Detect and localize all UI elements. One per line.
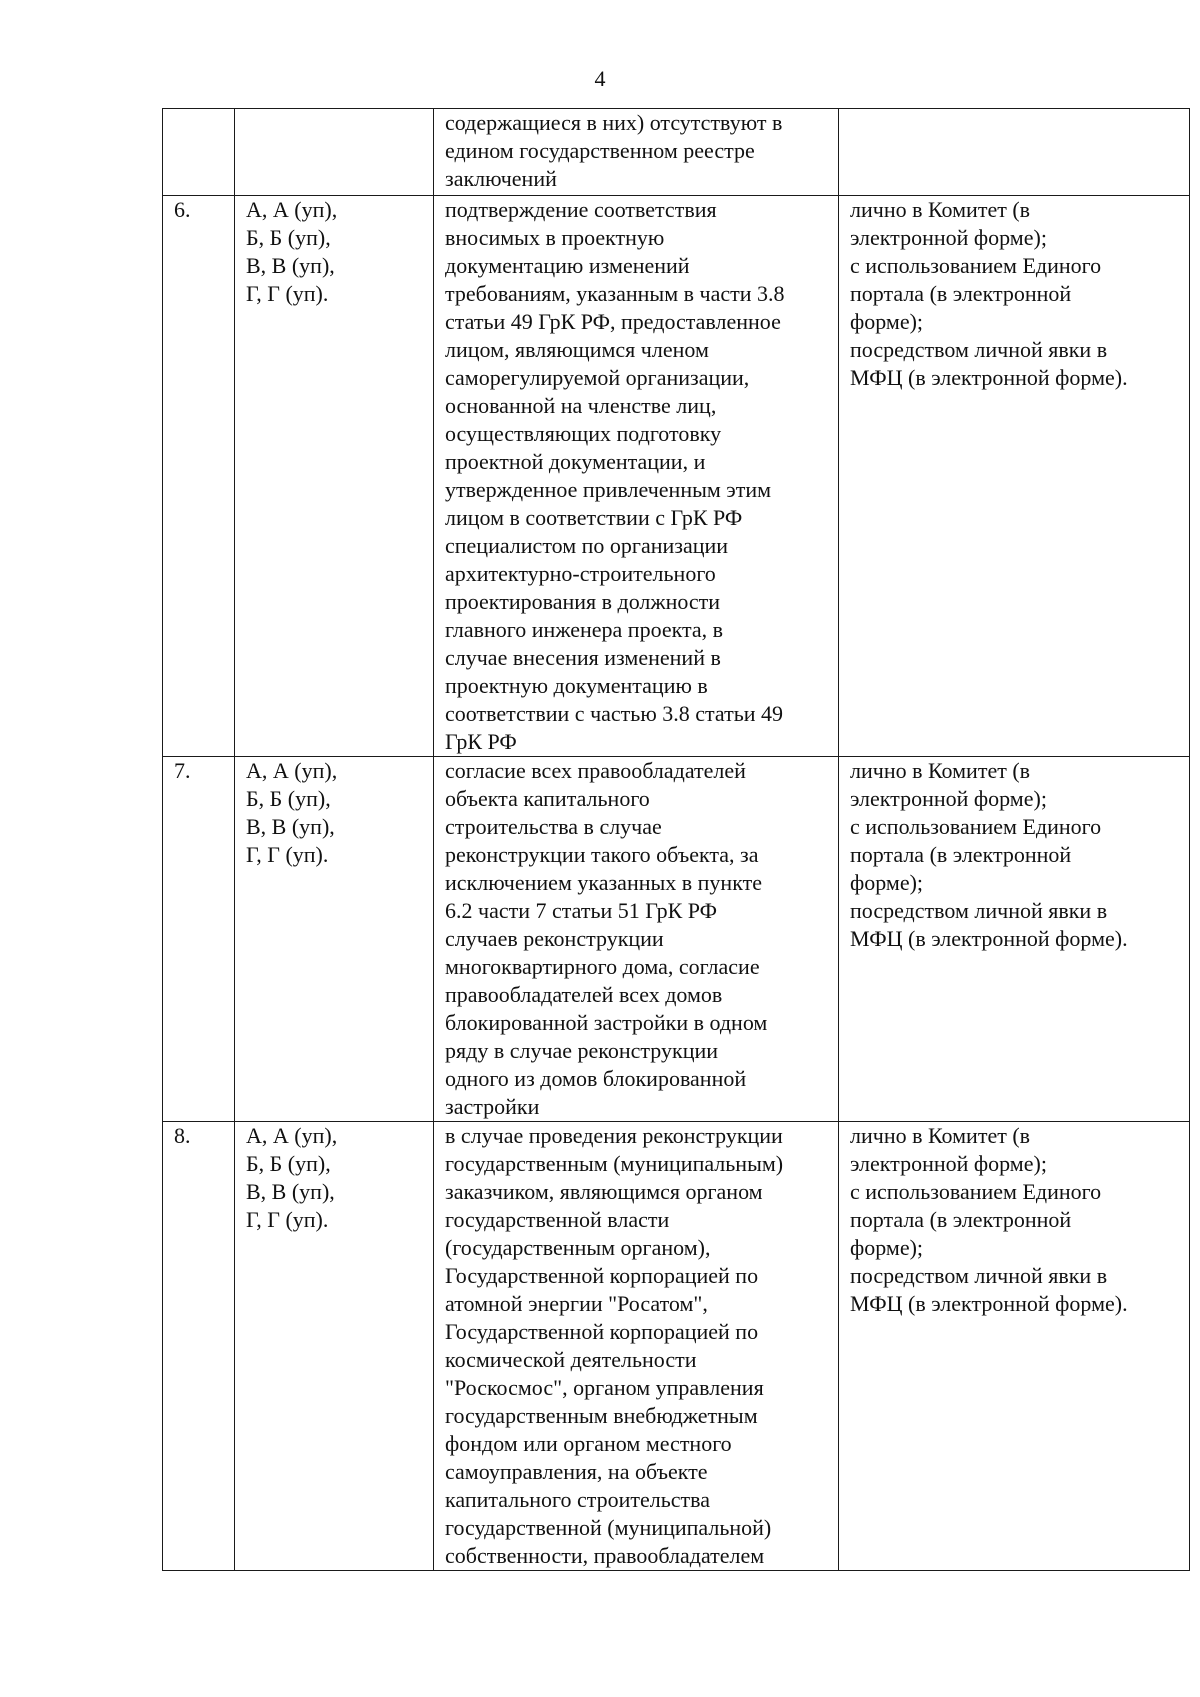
- applicant-category-cell: [235, 196, 434, 757]
- cell-text-line: согласие всех правообладателей: [445, 758, 746, 783]
- cell-text-line: государственной власти: [445, 1207, 670, 1232]
- cell-text-line: 6.2 части 7 статьи 51 ГрК РФ: [445, 898, 717, 923]
- cell-text-line: заказчиком, являющимся органом: [445, 1179, 763, 1204]
- cell-text-line: электронной форме);: [850, 225, 1047, 250]
- cell-text-line: документацию изменений: [445, 253, 690, 278]
- row-number-cell: [163, 1122, 235, 1571]
- cell-text-line: А, А (уп),: [246, 758, 338, 783]
- cell-text-line: многоквартирного дома, согласие: [445, 954, 760, 979]
- cell-text-line: государственным внебюджетным: [445, 1403, 758, 1428]
- cell-text-line: лично в Комитет (в: [850, 1123, 1031, 1148]
- cell-text-line: одного из домов блокированной: [445, 1066, 747, 1091]
- cell-text-line: Б, Б (уп),: [246, 1151, 331, 1176]
- cell-text-line: Б, Б (уп),: [246, 786, 331, 811]
- table-row: [163, 109, 1190, 196]
- cell-text-line: проектной документации, и: [445, 449, 706, 474]
- cell-text-line: заключений: [445, 166, 557, 191]
- cell-text-line: форме);: [850, 870, 924, 895]
- cell-text-line: государственным (муниципальным): [445, 1151, 784, 1176]
- cell-text-line: посредством личной явки в: [850, 337, 1108, 362]
- table-row: [163, 1122, 1190, 1571]
- document-description-cell: [434, 109, 839, 196]
- cell-text-line: фондом или органом местного: [445, 1431, 732, 1456]
- row-number-cell: [163, 757, 235, 1122]
- row-number: 7.: [174, 758, 191, 783]
- cell-text-line: специалистом по организации: [445, 533, 729, 558]
- cell-text-line: электронной форме);: [850, 1151, 1047, 1176]
- cell-text-line: В, В (уп),: [246, 253, 335, 278]
- cell-text-line: главного инженера проекта, в: [445, 617, 724, 642]
- cell-text-line: А, А (уп),: [246, 197, 338, 222]
- cell-text-line: Государственной корпорацией по: [445, 1263, 759, 1288]
- cell-text-line: А, А (уп),: [246, 1123, 338, 1148]
- cell-text-line: соответствии с частью 3.8 статьи 49: [445, 701, 784, 726]
- cell-text-line: Г, Г (уп).: [246, 281, 329, 306]
- cell-text-line: с использованием Единого: [850, 1179, 1102, 1204]
- cell-text-line: Г, Г (уп).: [246, 842, 329, 867]
- cell-text-line: самоуправления, на объекте: [445, 1459, 708, 1484]
- cell-text-line: ГрК РФ: [445, 729, 517, 754]
- cell-text-line: Г, Г (уп).: [246, 1207, 329, 1232]
- cell-text-line: требованиям, указанным в части 3.8: [445, 281, 785, 306]
- document-description-cell: [434, 1122, 839, 1571]
- cell-text-line: В, В (уп),: [246, 1179, 335, 1204]
- cell-text-line: содержащиеся в них) отсутствуют в: [445, 110, 783, 135]
- cell-text-line: блокированной застройки в одном: [445, 1010, 768, 1035]
- cell-text-line: капитального строительства: [445, 1487, 711, 1512]
- cell-text-line: государственной (муниципальной): [445, 1515, 772, 1540]
- cell-text-line: "Роскосмос", органом управления: [445, 1375, 764, 1400]
- cell-text-line: Государственной корпорацией по: [445, 1319, 759, 1344]
- cell-text-line: посредством личной явки в: [850, 1263, 1108, 1288]
- cell-text-line: исключением указанных в пункте: [445, 870, 762, 895]
- cell-text-line: (государственным органом),: [445, 1235, 711, 1260]
- cell-text-line: МФЦ (в электронной форме).: [850, 1291, 1128, 1316]
- cell-text-line: проектирования в должности: [445, 589, 721, 614]
- table-row: [163, 757, 1190, 1122]
- submission-method-cell: [839, 196, 1190, 757]
- cell-text-line: лицом в соответствии с ГрК РФ: [445, 505, 743, 530]
- submission-method-cell: [839, 757, 1190, 1122]
- applicant-category-cell: [235, 757, 434, 1122]
- documents-table: [162, 108, 1190, 1571]
- cell-text-line: с использованием Единого: [850, 253, 1102, 278]
- cell-text-line: портала (в электронной: [850, 842, 1072, 867]
- submission-method-cell: [839, 1122, 1190, 1571]
- row-number-cell: [163, 196, 235, 757]
- cell-text-line: объекта капитального: [445, 786, 650, 811]
- cell-text-line: портала (в электронной: [850, 281, 1072, 306]
- applicant-category-cell: [235, 109, 434, 196]
- cell-text-line: МФЦ (в электронной форме).: [850, 365, 1128, 390]
- table-body: [163, 109, 1190, 1571]
- cell-text-line: застройки: [445, 1094, 540, 1119]
- cell-text-line: ряду в случае реконструкции: [445, 1038, 719, 1063]
- cell-text-line: посредством личной явки в: [850, 898, 1108, 923]
- page-number: 4: [594, 66, 606, 91]
- cell-text-line: едином государственном реестре: [445, 138, 755, 163]
- row-number: 6.: [174, 197, 191, 222]
- cell-text-line: проектную документацию в: [445, 673, 708, 698]
- row-number: 8.: [174, 1123, 191, 1148]
- cell-text-line: МФЦ (в электронной форме).: [850, 926, 1128, 951]
- cell-text-line: архитектурно-строительного: [445, 561, 716, 586]
- cell-text-line: статьи 49 ГрК РФ, предоставленное: [445, 309, 781, 334]
- cell-text-line: форме);: [850, 1235, 924, 1260]
- cell-text-line: лицом, являющимся членом: [445, 337, 709, 362]
- applicant-category-cell: [235, 1122, 434, 1571]
- cell-text-line: электронной форме);: [850, 786, 1047, 811]
- cell-text-line: лично в Комитет (в: [850, 197, 1031, 222]
- cell-text-line: лично в Комитет (в: [850, 758, 1031, 783]
- cell-text-line: подтверждение соответствия: [445, 197, 717, 222]
- cell-text-line: реконструкции такого объекта, за: [445, 842, 759, 867]
- submission-method-cell: [839, 109, 1190, 196]
- cell-text-line: В, В (уп),: [246, 814, 335, 839]
- cell-text-line: случаев реконструкции: [445, 926, 664, 951]
- cell-text-line: строительства в случае: [445, 814, 662, 839]
- cell-text-line: атомной энергии "Росатом",: [445, 1291, 708, 1316]
- cell-text-line: вносимых в проектную: [445, 225, 665, 250]
- cell-text-line: правообладателей всех домов: [445, 982, 723, 1007]
- cell-text-line: портала (в электронной: [850, 1207, 1072, 1232]
- cell-text-line: утвержденное привлеченным этим: [445, 477, 772, 502]
- row-number-cell: [163, 109, 235, 196]
- document-description-cell: [434, 196, 839, 757]
- cell-text-line: осуществляющих подготовку: [445, 421, 722, 446]
- cell-text-line: случае внесения изменений в: [445, 645, 721, 670]
- cell-text-line: собственности, правообладателем: [445, 1543, 765, 1568]
- table-row: [163, 196, 1190, 757]
- cell-text-line: основанной на членстве лиц,: [445, 393, 717, 418]
- document-description-cell: [434, 757, 839, 1122]
- cell-text-line: космической деятельности: [445, 1347, 697, 1372]
- cell-text-line: в случае проведения реконструкции: [445, 1123, 783, 1148]
- cell-text-line: саморегулируемой организации,: [445, 365, 750, 390]
- cell-text-line: Б, Б (уп),: [246, 225, 331, 250]
- cell-text-line: с использованием Единого: [850, 814, 1102, 839]
- cell-text-line: форме);: [850, 309, 924, 334]
